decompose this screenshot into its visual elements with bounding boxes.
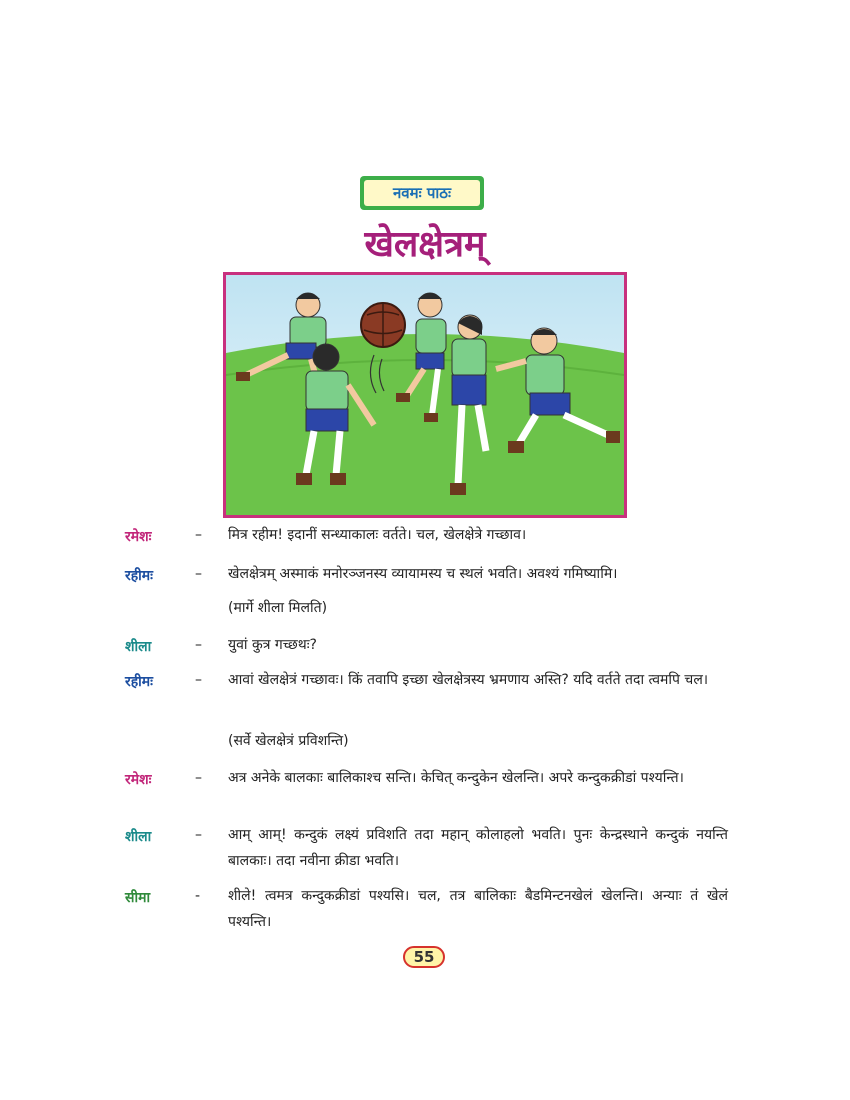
football-illustration: [223, 272, 627, 518]
speaker-name: रहीमः: [125, 568, 153, 584]
dialogue-dash: –: [195, 672, 202, 688]
dialogue-dash: –: [195, 566, 202, 582]
dialogue-dash: –: [195, 527, 202, 543]
page-number: 55: [403, 946, 445, 968]
dialogue-dash: -: [195, 888, 201, 904]
lesson-title: खेलक्षेत्रम्: [364, 223, 486, 265]
dialogue-dash: –: [195, 827, 202, 843]
lesson-number-badge: [360, 176, 484, 210]
dialogue-text: अत्र अनेके बालकाः बालिकाश्च सन्ति। केचित् कन्दुकेन खेलन्ति। अपरे कन्दुकक्रीडां पश्यन्ति।: [228, 770, 684, 786]
lesson-number-label: नवमः पाठः: [364, 180, 480, 206]
dialogue-dash: –: [195, 770, 202, 786]
dialogue-text: आम् आम्! कन्दुकं लक्ष्यं प्रविशति तदा महान् कोलाहलो भवति। पुनः केन्द्रस्थाने कन्दुकं नयन्ति बालकाः। तदा नवीना क्रीडा भवति।: [228, 827, 728, 869]
speaker-name: रहीमः: [125, 674, 153, 690]
speaker-name: रमेशः: [125, 772, 152, 788]
dialogue-text: मित्र रहीम! इदानीं सन्ध्याकालः वर्तते। चल, खेलक्षेत्रे गच्छाव।: [228, 527, 527, 543]
speaker-name: सीमा: [125, 890, 151, 906]
dialogue-text: युवां कुत्र गच्छथः?: [228, 637, 317, 653]
dialogue-text: आवां खेलक्षेत्रं गच्छावः। किं तवापि इच्छा खेलक्षेत्रस्य भ्रमणाय अस्ति? यदि वर्तते तदा त्वमपि चल।: [228, 672, 709, 688]
dialogue-text: शीले! त्वमत्र कन्दुकक्रीडां पश्यसि। चल, तत्र बालिकाः बैडमिन्टनखेलं खेलन्ति। अन्याः तं खेलं पश्यन्ति।: [228, 888, 728, 930]
speaker-name: शीला: [125, 829, 152, 845]
stage-direction-text: (मार्गे शीला मिलति): [228, 600, 328, 616]
stage-direction-text: (सर्वे खेलक्षेत्रं प्रविशन्ति): [228, 733, 349, 749]
speaker-name: शीला: [125, 639, 152, 655]
dialogue-text: खेलक्षेत्रम् अस्माकं मनोरञ्जनस्य व्यायामस्य च स्थलं भवति। अवश्यं गमिष्यामि।: [228, 566, 618, 582]
dialogue-dash: –: [195, 637, 202, 653]
speaker-name: रमेशः: [125, 529, 152, 545]
